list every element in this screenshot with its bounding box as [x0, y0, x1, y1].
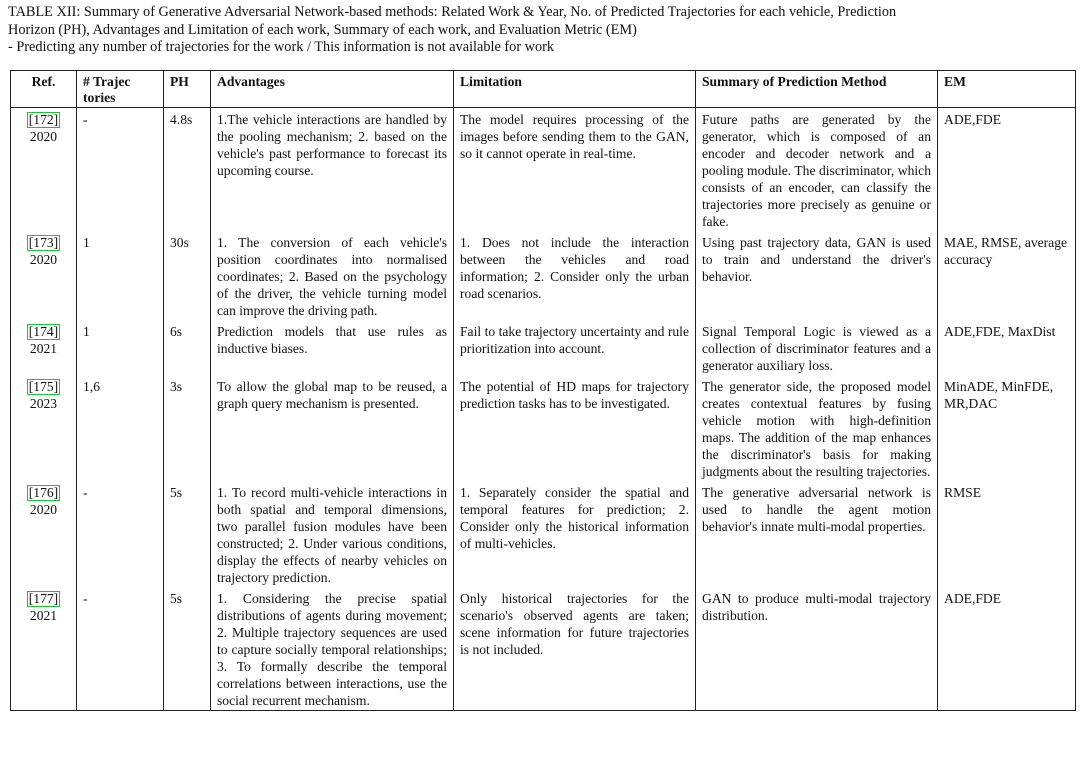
header-em: EM	[938, 71, 1076, 108]
trajectories-cell: 1	[77, 320, 164, 375]
em-cell: RMSE	[938, 481, 1076, 587]
ref-cell	[11, 108, 77, 232]
table-row	[11, 375, 1076, 481]
summary-cell: Signal Temporal Logic is viewed as a collection of discriminator features and a generator auxiliary loss.	[696, 320, 938, 375]
header-row	[11, 71, 1076, 108]
advantages-cell: 1. To record multi-vehicle interactions in both spatial and temporal dimensions, two parallel fusion modules have been constructed; 2. Under various conditions, display the effects of nearby vehicles on trajectory prediction.	[211, 481, 454, 587]
caption-line: - Predicting any number of trajectories for the work / This information is not available for work	[8, 39, 555, 55]
advantages-cell: 1. The conversion of each vehicle's position coordinates into normalised coordinates; 2. Based on the psychology of the driver, the vehicle turning model can improve the driving path.	[211, 231, 454, 320]
year: 2020	[29, 502, 58, 517]
ref-cell	[11, 320, 77, 375]
year: 2020	[29, 129, 58, 144]
advantages-cell: To allow the global map to be reused, a graph query mechanism is presented.	[211, 375, 454, 481]
header-ph: PH	[164, 71, 211, 108]
ref-cell	[11, 231, 77, 320]
ref-cell	[11, 481, 77, 587]
advantages-cell: 1. Considering the precise spatial distributions of agents during movement; 2. Multiple trajectory sequences are used to capture socially temporal relationships; 3. To formally describe the temporal correlations between interactions, use the social recurrent mechanism.	[211, 587, 454, 711]
ph-cell: 30s	[164, 231, 211, 320]
ph-cell: 6s	[164, 320, 211, 375]
citation-link[interactable]: [173]	[28, 235, 59, 250]
table-row	[11, 108, 1076, 232]
summary-cell: Using past trajectory data, GAN is used to train and understand the driver's behavior.	[696, 231, 938, 320]
em-cell: ADE,FDE	[938, 587, 1076, 711]
header-advantages: Advantages	[211, 71, 454, 108]
trajectories-cell: -	[77, 587, 164, 711]
summary-cell: Future paths are generated by the generator, which is composed of an encoder and decoder network and a pooling module. The discriminator, which consists of an encoder, can classify the trajectories more precisely as genuine or fake.	[696, 108, 938, 232]
table-row	[11, 481, 1076, 587]
limitation-cell: The model requires processing of the images before sending them to the GAN, so it cannot operate in real-time.	[454, 108, 696, 232]
caption-line: Horizon (PH), Advantages and Limitation of each work, Summary of each work, and Evaluation Metric (EM)	[8, 21, 637, 38]
em-cell: MinADE, MinFDE, MR,DAC	[938, 375, 1076, 481]
citation-link[interactable]: [172]	[28, 112, 59, 127]
limitation-cell: Fail to take trajectory uncertainty and rule prioritization into account.	[454, 320, 696, 375]
citation-link[interactable]: [176]	[28, 485, 59, 500]
limitation-cell: Only historical trajectories for the scenario's observed agents are taken; scene information for future trajectories is not included.	[454, 587, 696, 711]
year: 2020	[29, 252, 58, 267]
header-trajectories-line-2: tories	[83, 90, 116, 105]
header-ref: Ref.	[11, 71, 77, 108]
table-row	[11, 231, 1076, 320]
advantages-cell: 1.The vehicle interactions are handled by the pooling mechanism; 2. based on the vehicle's past performance to forecast its upcoming course.	[211, 108, 454, 232]
limitation-cell: The potential of HD maps for trajectory prediction tasks has to be investigated.	[454, 375, 696, 481]
summary-cell: The generative adversarial network is used to handle the agent motion behavior's innate multi-modal properties.	[696, 481, 938, 587]
table-row	[11, 320, 1076, 375]
ph-cell: 3s	[164, 375, 211, 481]
citation-link[interactable]: [175]	[28, 379, 59, 394]
em-cell: ADE,FDE	[938, 108, 1076, 232]
trajectories-cell: -	[77, 481, 164, 587]
trajectories-cell: -	[77, 108, 164, 232]
ph-cell: 5s	[164, 481, 211, 587]
em-cell: MAE, RMSE, average accuracy	[938, 231, 1076, 320]
header-trajectories-line-1: # Trajec	[83, 74, 131, 89]
header-limitation: Limitation	[454, 71, 696, 108]
citation-link[interactable]: [177]	[28, 591, 59, 606]
year: 2023	[29, 396, 58, 411]
header-summary: Summary of Prediction Method	[696, 71, 938, 108]
ph-cell: 4.8s	[164, 108, 211, 232]
advantages-cell: Prediction models that use rules as inductive biases.	[211, 320, 454, 375]
trajectories-cell: 1,6	[77, 375, 164, 481]
limitation-cell: 1. Separately consider the spatial and temporal features for prediction; 2. Consider only the historical information of multi-vehicles.	[454, 481, 696, 587]
year: 2021	[29, 608, 58, 623]
em-cell: ADE,FDE, MaxDist	[938, 320, 1076, 375]
caption-line: TABLE XII: Summary of Generative Adversarial Network-based methods: Related Work & Year, No. of Predicted Trajectories for each vehicle, Prediction	[8, 4, 897, 20]
gan-methods-table	[10, 70, 1076, 711]
trajectories-cell: 1	[77, 231, 164, 320]
limitation-cell: 1. Does not include the interaction between the vehicles and road information; 2. Consider only the urban road scenarios.	[454, 231, 696, 320]
table-row	[11, 587, 1076, 711]
ph-cell: 5s	[164, 587, 211, 711]
ref-cell	[11, 375, 77, 481]
summary-cell: The generator side, the proposed model creates contextual features by fusing vehicle motion with high-definition maps. The addition of the map enhances the discriminator's basis for making judgments about the resulting trajectories.	[696, 375, 938, 481]
header-trajectories	[77, 71, 164, 108]
table-caption	[8, 4, 1074, 57]
summary-cell: GAN to produce multi-modal trajectory distribution.	[696, 587, 938, 711]
ref-cell	[11, 587, 77, 711]
citation-link[interactable]: [174]	[28, 324, 59, 339]
year: 2021	[29, 341, 58, 356]
